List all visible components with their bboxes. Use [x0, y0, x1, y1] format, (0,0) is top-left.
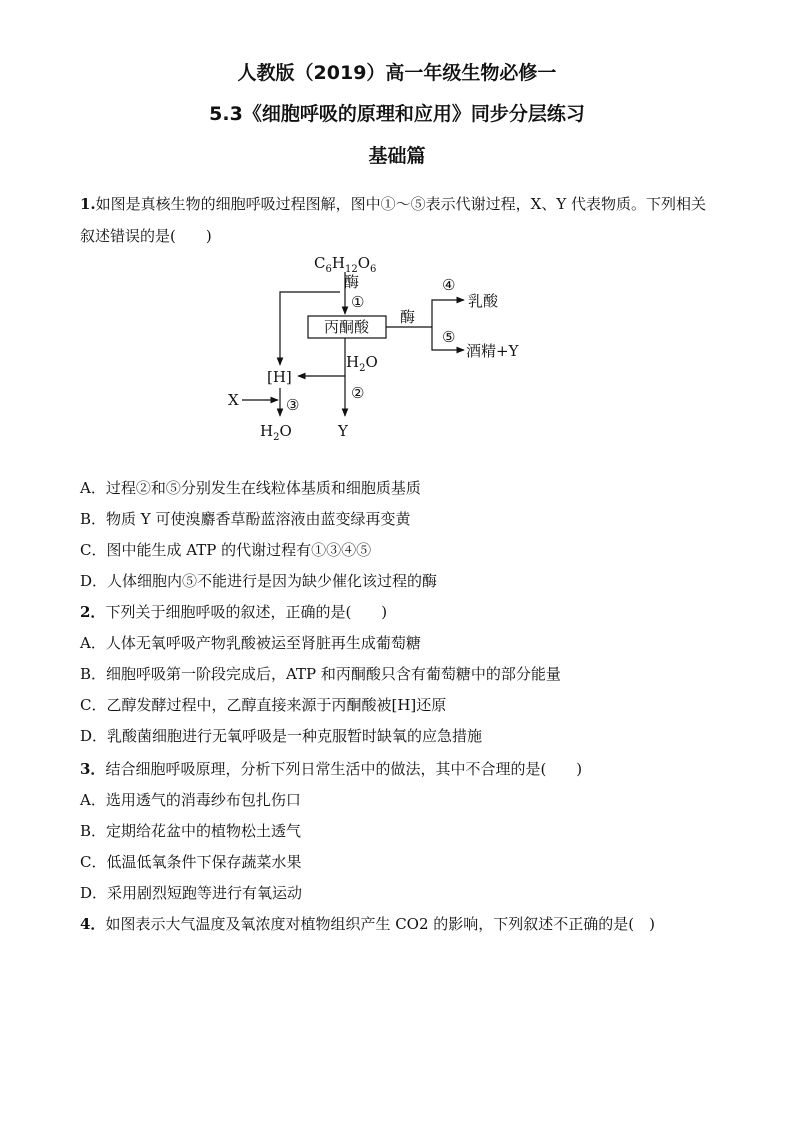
step4-label: ④: [442, 276, 456, 294]
enzyme2-label: 酶: [400, 308, 416, 326]
section-title: 基础篇: [368, 145, 426, 167]
q3-option-b: B．定期给花盆中的植物松土透气: [80, 822, 302, 840]
q2-number: 2．: [80, 603, 106, 621]
lactic-acid-label: 乳酸: [468, 292, 499, 310]
q3-stem-line: [80, 758, 582, 779]
q1-number: 1.: [80, 195, 96, 213]
q1-option-b: B．物质 Y 可使溴麝香草酚蓝溶液由蓝变绿再变黄: [80, 510, 411, 528]
q3-stem-text: 结合细胞呼吸原理，分析下列日常生活中的做法，其中不合理的是( ): [105, 760, 583, 778]
q2-option-c: C．乙醇发酵过程中，乙醇直接来源于丙酮酸被[H]还原: [80, 696, 447, 714]
step4-arrow: [432, 300, 464, 327]
q1-stem-line1: [80, 193, 706, 214]
q2-option-b: B．细胞呼吸第一阶段完成后，ATP 和丙酮酸只含有葡萄糖中的部分能量: [80, 665, 561, 683]
q2-stem-line: [80, 601, 387, 622]
step1-label: ①: [351, 293, 365, 311]
pyruvate-label: 丙酮酸: [324, 318, 370, 336]
q3-number: 3．: [80, 760, 106, 778]
q1-stem-line2: 叙述错误的是( ): [80, 227, 212, 245]
x-label: X: [228, 391, 239, 409]
doc-subtitle: 5.3《细胞呼吸的原理和应用》同步分层练习: [209, 103, 585, 125]
doc-title: 人教版（2019）高一年级生物必修一: [237, 62, 557, 84]
q1-option-c: C．图中能生成 ATP 的代谢过程有①③④⑤: [80, 541, 372, 559]
q2-stem-text: 下列关于细胞呼吸的叙述，正确的是( ): [105, 603, 388, 621]
alcohol-label: 酒精+Y: [466, 342, 519, 360]
step2-label: ②: [351, 384, 365, 402]
step3-label: ③: [286, 396, 300, 414]
q1-option-a: A．过程②和⑤分别发生在线粒体基质和细胞质基质: [80, 479, 421, 497]
q4-number: 4．: [80, 915, 106, 933]
step5-label: ⑤: [442, 328, 456, 346]
q1-stem-text: 如图是真核生物的细胞呼吸过程图解，图中①～⑤表示代谢过程，X、Y 代表物质。下列相关: [95, 195, 707, 213]
q3-option-a: A．选用透气的消毒纱布包扎伤口: [80, 791, 301, 809]
q2-option-d: D．乳酸菌细胞进行无氧呼吸是一种克服暂时缺氧的应急措施: [80, 727, 483, 745]
y-label: Y: [338, 422, 348, 440]
glucose-label: $C_6H_{12}O_6$: [314, 254, 377, 275]
water-in-label: $H_2O$: [346, 353, 378, 374]
q3-option-d: D．采用剧烈短跑等进行有氧运动: [80, 884, 303, 902]
q4-stem-text: 如图表示大气温度及氧浓度对植物组织产生 CO2 的影响，下列叙述不正确的是( ): [105, 915, 655, 933]
q2-option-a: A．人体无氧呼吸产物乳酸被运至肾脏再生成葡萄糖: [80, 634, 421, 652]
enzyme1-label: 酶: [344, 273, 360, 291]
q1-option-d: D．人体细胞内⑤不能进行是因为缺少催化该过程的酶: [80, 572, 438, 590]
q3-option-c: C．低温低氧条件下保存蔬菜水果: [80, 853, 302, 871]
q4-stem-line: [80, 913, 655, 934]
respiration-diagram: [220, 250, 540, 440]
h-label: [H]: [267, 368, 292, 386]
water-out-label: $H_2O$: [260, 422, 292, 440]
